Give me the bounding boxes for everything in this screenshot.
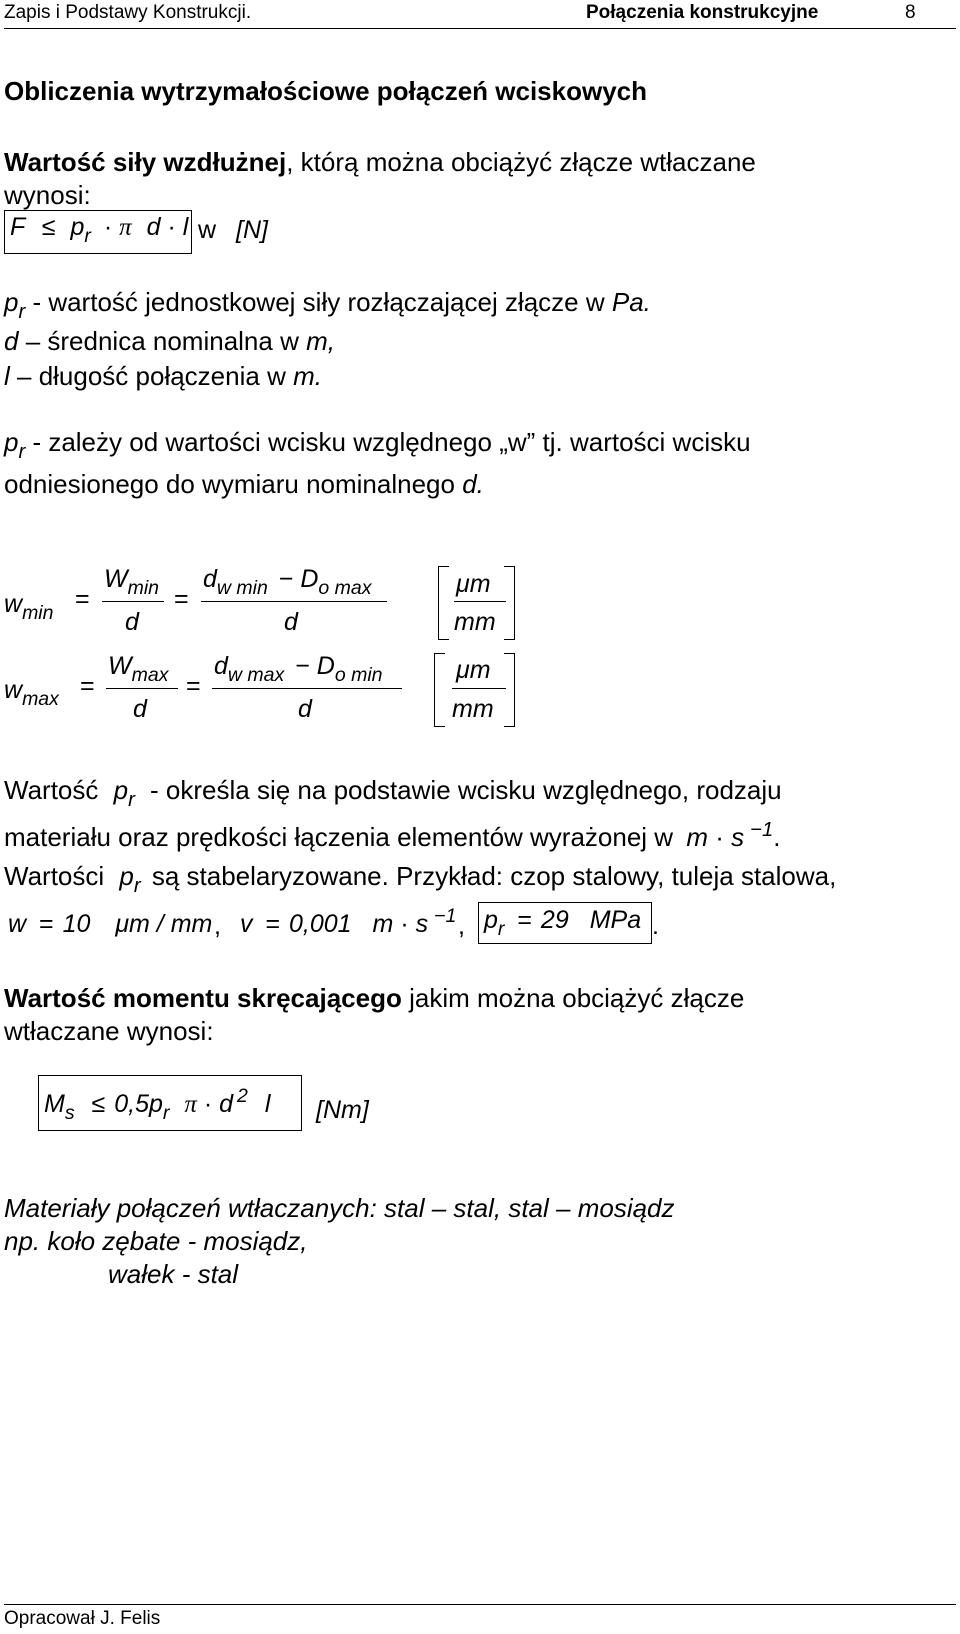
ex-p-eq: = <box>517 906 532 934</box>
l-symbol-2: l <box>264 1090 271 1118</box>
s-subscript: s <box>64 1102 75 1124</box>
wmax-bracket-left <box>434 653 445 727</box>
header-rule <box>4 28 956 29</box>
wmax-dw-sub: w max <box>227 664 285 686</box>
wmin-sub: min <box>22 602 54 624</box>
example-comma2: , <box>458 912 465 940</box>
example-pr <box>484 906 642 940</box>
force-intro-bold: Wartość siły wzdłużnej <box>4 147 287 177</box>
def-pr-text: - wartość jednostkowej siły rozłączającej złącze w <box>25 287 612 317</box>
wmin-frac2-line <box>201 601 387 602</box>
wmin-W-sub: min <box>127 577 160 599</box>
para2-l3a: Wartości <box>4 861 112 891</box>
d-symbol: d <box>146 213 161 241</box>
ex-v-val: 0,001 <box>289 910 352 938</box>
wmax-den1: d <box>133 695 147 723</box>
def-pr-r: r <box>18 301 26 323</box>
moment-unit: [Nm] <box>316 1096 369 1124</box>
coef-value: 0,5 <box>114 1090 149 1118</box>
wmin-num1 <box>104 565 160 599</box>
exp-2: 2 <box>237 1085 248 1107</box>
para2-l3-p: p <box>119 861 134 891</box>
wmin-num2 <box>203 565 372 599</box>
header-left: Zapis i Podstawy Konstrukcji. <box>4 2 252 23</box>
para2-l1b: - określa się na podstawie wcisku względnego, rodzaju <box>142 775 782 805</box>
def-pr-p: p <box>4 287 19 317</box>
force-formula <box>10 213 189 247</box>
para2-l3-r: r <box>133 875 141 897</box>
def-l-unit: m. <box>293 361 322 391</box>
r-subscript: r <box>84 225 91 247</box>
wmin-den1: d <box>125 608 139 636</box>
d-symbol-2: d <box>219 1090 234 1118</box>
wmin-unit-num: μm <box>456 570 491 598</box>
header-page-number: 8 <box>905 2 916 23</box>
ex-w-val: 10 <box>62 910 91 938</box>
def-l-text: – długość połączenia w <box>9 361 294 391</box>
dot-symbol: · <box>103 213 113 241</box>
section-title: Obliczenia wytrzymałościowe połączeń wciskowych <box>4 76 648 106</box>
dep-r: r <box>18 441 26 463</box>
materials-line1: Materiały połączeń wtłaczanych: stal – stal, stal – mosiądz <box>4 1193 675 1223</box>
wmax-den2: d <box>298 695 312 723</box>
ex-p-unit: MPa <box>589 906 642 934</box>
wmax-bracket-right <box>504 653 515 727</box>
ex-v-eq: = <box>265 910 281 938</box>
wmax-num2 <box>214 652 383 686</box>
f-symbol: F <box>10 213 25 241</box>
para2-p: p <box>113 775 129 805</box>
wmin-eq1: = <box>75 585 90 613</box>
wmin-dw: d <box>203 565 217 593</box>
ex-v-m: m <box>372 910 394 938</box>
moment-intro-bold: Wartość momentu skręcającego <box>4 983 402 1013</box>
para2-l1a: Wartość <box>4 775 106 805</box>
dep-line2b: d. <box>462 469 484 499</box>
def-l-sym: l <box>4 361 10 391</box>
wmax-w: w <box>4 676 23 704</box>
footer-author: Opracował J. Felis <box>4 1608 161 1629</box>
wmin-unit-den: mm <box>454 608 496 636</box>
ex-v-s: s <box>415 910 429 938</box>
example-comma1: , <box>214 912 221 940</box>
dot-symbol-2: · <box>167 213 176 241</box>
para2-l2dot: · <box>715 822 724 852</box>
para2-l2a: materiału oraz prędkości łączenia elementów wyrażonej w <box>4 822 681 852</box>
def-d-text: – średnica nominalna w <box>18 326 307 356</box>
example-v <box>240 905 457 939</box>
para2-line3 <box>4 861 837 897</box>
example-w <box>8 910 212 939</box>
dep-p: p <box>4 427 19 457</box>
wmax-eq2: = <box>186 672 201 700</box>
wmin-unit-line <box>454 601 506 602</box>
def-d <box>4 326 335 357</box>
wmax-W: W <box>108 652 132 680</box>
wmax-frac1-line <box>106 688 178 689</box>
wmax-unit-num: μm <box>456 656 491 684</box>
force-unit-prefix: w <box>198 216 217 244</box>
wmin-frac1-line <box>102 601 164 602</box>
para2-l3b: są stabelaryzowane. Przykład: czop stalowy, tuleja stalowa, <box>144 861 837 891</box>
moment-formula <box>44 1085 271 1124</box>
dep-line1 <box>4 427 751 463</box>
wmin-bracket-right <box>504 566 515 640</box>
le-symbol: ≤ <box>41 213 56 241</box>
wmax-eq1: = <box>80 672 95 700</box>
wmin-eq2: = <box>174 585 189 613</box>
def-pr <box>4 287 651 323</box>
wmax-dw: d <box>214 652 228 680</box>
para2-l2s: s <box>731 822 745 852</box>
para2-line2 <box>4 819 781 853</box>
materials-line3: wałek - stal <box>108 1259 239 1289</box>
ex-v-exp: −1 <box>434 905 457 927</box>
dep-line2 <box>4 469 484 500</box>
wmax-D: D <box>316 652 335 680</box>
ex-p-val: 29 <box>540 906 569 934</box>
wmin-bracket-left <box>438 566 449 640</box>
para2-line1 <box>4 775 782 811</box>
wmax-unit-den: mm <box>452 695 494 723</box>
def-d-unit: m, <box>306 326 335 356</box>
le-symbol-2: ≤ <box>91 1090 106 1118</box>
para2-l2m: m <box>686 822 708 852</box>
ex-p: p <box>484 906 498 934</box>
para2-l2exp: −1 <box>750 819 774 841</box>
wmax-lhs <box>4 676 59 710</box>
pi-symbol: π <box>119 214 132 241</box>
wmin-dw-sub: w min <box>216 577 268 599</box>
m-symbol: M <box>44 1090 65 1118</box>
force-intro-rest: , którą można obciążyć złącze wtłaczane <box>286 147 756 177</box>
wmax-unit-line <box>452 688 506 689</box>
materials-line2: np. koło zębate - mosiądz, <box>4 1226 308 1256</box>
wmax-sub: max <box>22 688 59 710</box>
moment-intro <box>4 983 744 1014</box>
wmin-den2: d <box>284 608 298 636</box>
wmin-D: D <box>300 565 319 593</box>
wmax-W-sub: max <box>131 664 169 686</box>
para2-r: r <box>128 789 135 811</box>
dep-text: - zależy od wartości wcisku względnego „w” tj. wartości wcisku <box>25 427 751 457</box>
ex-v-dot: · <box>400 910 409 938</box>
pi-symbol-2: π <box>184 1091 197 1118</box>
dep-line2a: odniesionego do wymiaru nominalnego <box>4 469 463 499</box>
def-pr-unit: Pa. <box>611 287 651 317</box>
wmin-D-sub: o max <box>318 577 372 599</box>
ex-w-eq: = <box>39 910 54 938</box>
ex-w-unit: μm / mm <box>115 910 213 938</box>
r-subscript-2: r <box>162 1102 170 1124</box>
wmax-num1 <box>108 652 169 686</box>
footer-rule <box>4 1604 956 1605</box>
wmin-lhs <box>4 590 54 624</box>
force-intro-line2: wynosi: <box>4 180 91 210</box>
wmin-W: W <box>104 565 128 593</box>
p-symbol-2: p <box>148 1090 163 1118</box>
force-unit: [N] <box>236 216 268 244</box>
def-d-sym: d <box>4 326 19 356</box>
dot-symbol-3: · <box>203 1090 213 1118</box>
wmin-w: w <box>4 590 23 618</box>
p-symbol: p <box>70 213 85 241</box>
l-symbol: l <box>182 213 189 241</box>
wmax-frac2-line <box>212 688 402 689</box>
ex-r: r <box>497 918 505 940</box>
def-l <box>4 361 322 392</box>
para2-l2end: . <box>773 822 781 852</box>
wmax-minus: − <box>295 652 310 680</box>
ex-v: v <box>240 910 253 938</box>
force-intro <box>4 147 756 178</box>
wmax-D-sub: o min <box>334 664 383 686</box>
moment-intro-line2: wtłaczane wynosi: <box>4 1016 214 1046</box>
wmin-minus: − <box>278 565 294 593</box>
header-center: Połączenia konstrukcyjne <box>586 2 819 23</box>
example-end: . <box>652 912 659 940</box>
ex-w: w <box>8 910 27 938</box>
moment-intro-rest: jakim można obciążyć złącze <box>401 983 745 1013</box>
